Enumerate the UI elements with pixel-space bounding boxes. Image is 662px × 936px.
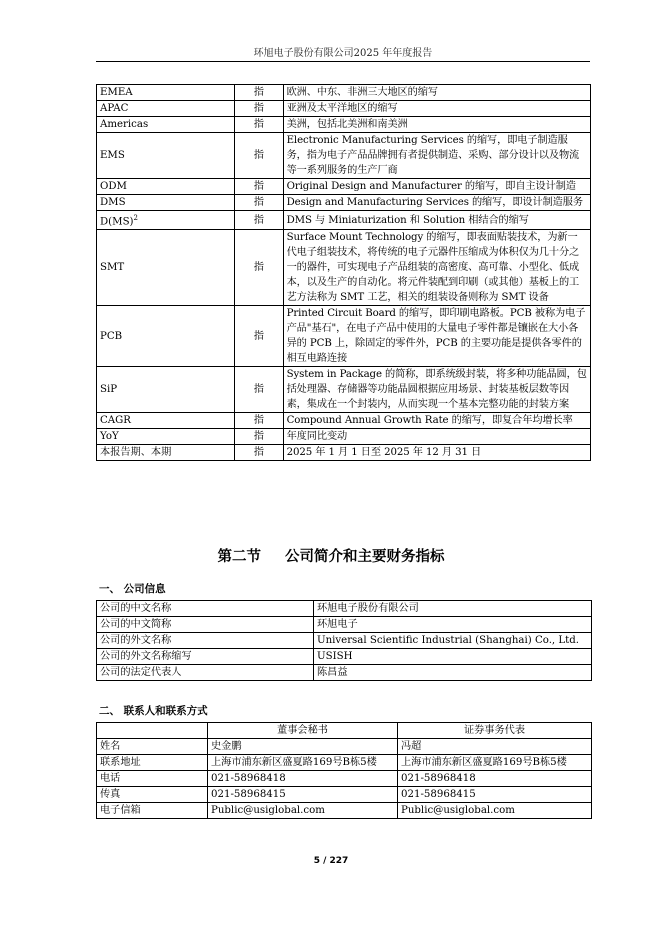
definition-row — [97, 133, 591, 179]
section-number: 第二节 — [217, 549, 261, 565]
contact-header-cell — [97, 723, 208, 739]
term-separator: 指 — [235, 117, 284, 133]
secretary-value: 史金鹏 — [208, 739, 398, 755]
company-info-value: 环旭电子 — [314, 617, 592, 633]
definition-row — [97, 85, 591, 101]
term-separator: 指 — [235, 211, 284, 230]
term-definition: Compound Annual Growth Rate 的缩写，即复合年均增长率 — [283, 413, 590, 429]
company-info-label: 公司的法定代表人 — [97, 665, 314, 681]
company-info-value: 环旭电子股份有限公司 — [314, 601, 592, 617]
term-cell — [97, 211, 235, 230]
secretary-value: 021-58968415 — [208, 787, 398, 803]
term-superscript: 2 — [133, 214, 138, 222]
contact-heading: 二、 联系人和联系方式 — [99, 705, 208, 717]
contact-label: 姓名 — [97, 739, 208, 755]
term-cell — [97, 85, 235, 101]
term-cell — [97, 133, 235, 179]
term-definition: 年度同比变动 — [283, 429, 590, 445]
contact-row — [97, 755, 592, 771]
term-text: CAGR — [100, 415, 131, 427]
term-cell — [97, 306, 235, 367]
company-info-label: 公司的外文名称 — [97, 633, 314, 649]
term-cell — [97, 429, 235, 445]
term-cell — [97, 445, 235, 461]
contact-row — [97, 771, 592, 787]
running-header: 环旭电子股份有限公司2025 年年度报告 — [253, 48, 433, 59]
term-definition: Original Design and Manufacturer 的缩写，即自主设计制造 — [283, 179, 590, 195]
contact-header-cell: 证券事务代表 — [398, 723, 592, 739]
term-text: 本报告期、本期 — [100, 447, 172, 459]
contact-header-row — [97, 723, 592, 739]
company-info-label: 公司的中文简称 — [97, 617, 314, 633]
contact-row — [97, 739, 592, 755]
term-definition: 2025 年 1 月 1 日至 2025 年 12 月 31 日 — [283, 445, 590, 461]
definitions-table — [96, 84, 591, 461]
term-separator: 指 — [235, 306, 284, 367]
definition-row — [97, 306, 591, 367]
term-text: Americas — [100, 119, 149, 130]
term-definition: DMS 与 Miniaturization 和 Solution 相结合的缩写 — [283, 211, 590, 230]
term-separator: 指 — [235, 429, 284, 445]
definition-row — [97, 195, 591, 211]
term-text: PCB — [100, 330, 123, 342]
definition-row — [97, 101, 591, 117]
term-definition: Surface Mount Technology 的缩写，即表面贴装技术，为新一代电子组装技术，将传统的电子元器件压缩成为体积仅为几十分之一的器件，可实现电子产品组装的高密度、高可靠、小型化、低成本，以及生产的自动化。将元件装配到印刷（或其他）基板上的工艺方法称为 SMT 工艺，相关的组装设备则称为 SMT 设备 — [283, 230, 590, 306]
company-info-label: 公司的中文名称 — [97, 601, 314, 617]
representative-value: 021-58968418 — [398, 771, 592, 787]
contact-label: 电话 — [97, 771, 208, 787]
term-text: ODM — [100, 181, 127, 192]
secretary-value: 021-58968418 — [208, 771, 398, 787]
term-cell — [97, 179, 235, 195]
company-info-row — [97, 601, 592, 617]
contact-label: 联系地址 — [97, 755, 208, 771]
representative-value: 冯超 — [398, 739, 592, 755]
term-separator: 指 — [235, 195, 284, 211]
term-separator: 指 — [235, 101, 284, 117]
section-title — [0, 545, 662, 566]
representative-value: Public@usiglobal.com — [398, 803, 592, 819]
term-definition: 美洲，包括北美洲和南美洲 — [283, 117, 590, 133]
term-cell — [97, 195, 235, 211]
term-separator: 指 — [235, 179, 284, 195]
secretary-value: 上海市浦东新区盛夏路169号B栋5楼 — [208, 755, 398, 771]
term-text: SiP — [100, 384, 118, 396]
company-info-value: USISH — [314, 649, 592, 665]
term-definition: 亚洲及太平洋地区的缩写 — [283, 101, 590, 117]
page-number: 5 / 227 — [313, 856, 349, 866]
term-cell — [97, 413, 235, 429]
company-info-value: Universal Scientific Industrial (Shanghai) Co., Ltd. — [314, 633, 592, 649]
contact-row — [97, 803, 592, 819]
section-name: 公司简介和主要财务指标 — [285, 549, 445, 565]
term-separator: 指 — [235, 413, 284, 429]
definition-row — [97, 117, 591, 133]
term-cell — [97, 230, 235, 306]
company-info-heading: 一、 公司信息 — [99, 583, 166, 595]
term-separator: 指 — [235, 445, 284, 461]
term-cell — [97, 367, 235, 413]
contact-table — [96, 722, 592, 819]
company-info-label: 公司的外文名称缩写 — [97, 649, 314, 665]
definition-row — [97, 211, 591, 230]
representative-value: 上海市浦东新区盛夏路169号B栋5楼 — [398, 755, 592, 771]
term-text: YoY — [100, 431, 119, 443]
definition-row — [97, 445, 591, 461]
term-text: APAC — [100, 103, 129, 114]
term-separator: 指 — [235, 133, 284, 179]
term-text: DMS — [100, 197, 126, 208]
company-info-table — [96, 600, 592, 681]
contact-header-cell: 董事会秘书 — [208, 723, 398, 739]
company-info-value: 陈昌益 — [314, 665, 592, 681]
term-definition: 欧洲、中东、非洲三大地区的缩写 — [283, 85, 590, 101]
company-info-row — [97, 617, 592, 633]
company-info-row — [97, 649, 592, 665]
contact-row — [97, 787, 592, 803]
representative-value: 021-58968415 — [398, 787, 592, 803]
term-definition: System in Package 的简称，即系统级封装，将多种功能晶圆，包括处理器、存储器等功能晶圆根据应用场景、封装基板层数等因素，集成在一个封装内，从而实现一个基本完整功能的封装方案 — [283, 367, 590, 413]
header-divider — [96, 61, 590, 62]
term-cell — [97, 101, 235, 117]
term-definition: Printed Circuit Board 的缩写，即印刷电路板。PCB 被称为电子产品"基石"，在电子产品中使用的大量电子零件都是镶嵌在大小各异的 PCB 上，除固定的零件外，PCB 的主要功能是提供各零件的相互电路连接 — [283, 306, 590, 367]
definition-row — [97, 230, 591, 306]
definition-row — [97, 413, 591, 429]
term-text: EMEA — [100, 87, 133, 98]
secretary-value: Public@usiglobal.com — [208, 803, 398, 819]
term-separator: 指 — [235, 230, 284, 306]
term-separator: 指 — [235, 367, 284, 413]
definition-row — [97, 429, 591, 445]
term-definition: Electronic Manufacturing Services 的缩写，即电子制造服务，指为电子产品品牌拥有者提供制造、采购、部分设计以及物流等一系列服务的生产厂商 — [283, 133, 590, 179]
company-info-row — [97, 665, 592, 681]
company-info-row — [97, 633, 592, 649]
contact-label: 电子信箱 — [97, 803, 208, 819]
term-text: SMT — [100, 262, 125, 274]
term-text: EMS — [100, 150, 125, 161]
term-cell — [97, 117, 235, 133]
definition-row — [97, 179, 591, 195]
contact-label: 传真 — [97, 787, 208, 803]
definition-row — [97, 367, 591, 413]
term-definition: Design and Manufacturing Services 的缩写，即设计制造服务 — [283, 195, 590, 211]
term-separator: 指 — [235, 85, 284, 101]
term-text: D(MS) — [100, 216, 134, 228]
